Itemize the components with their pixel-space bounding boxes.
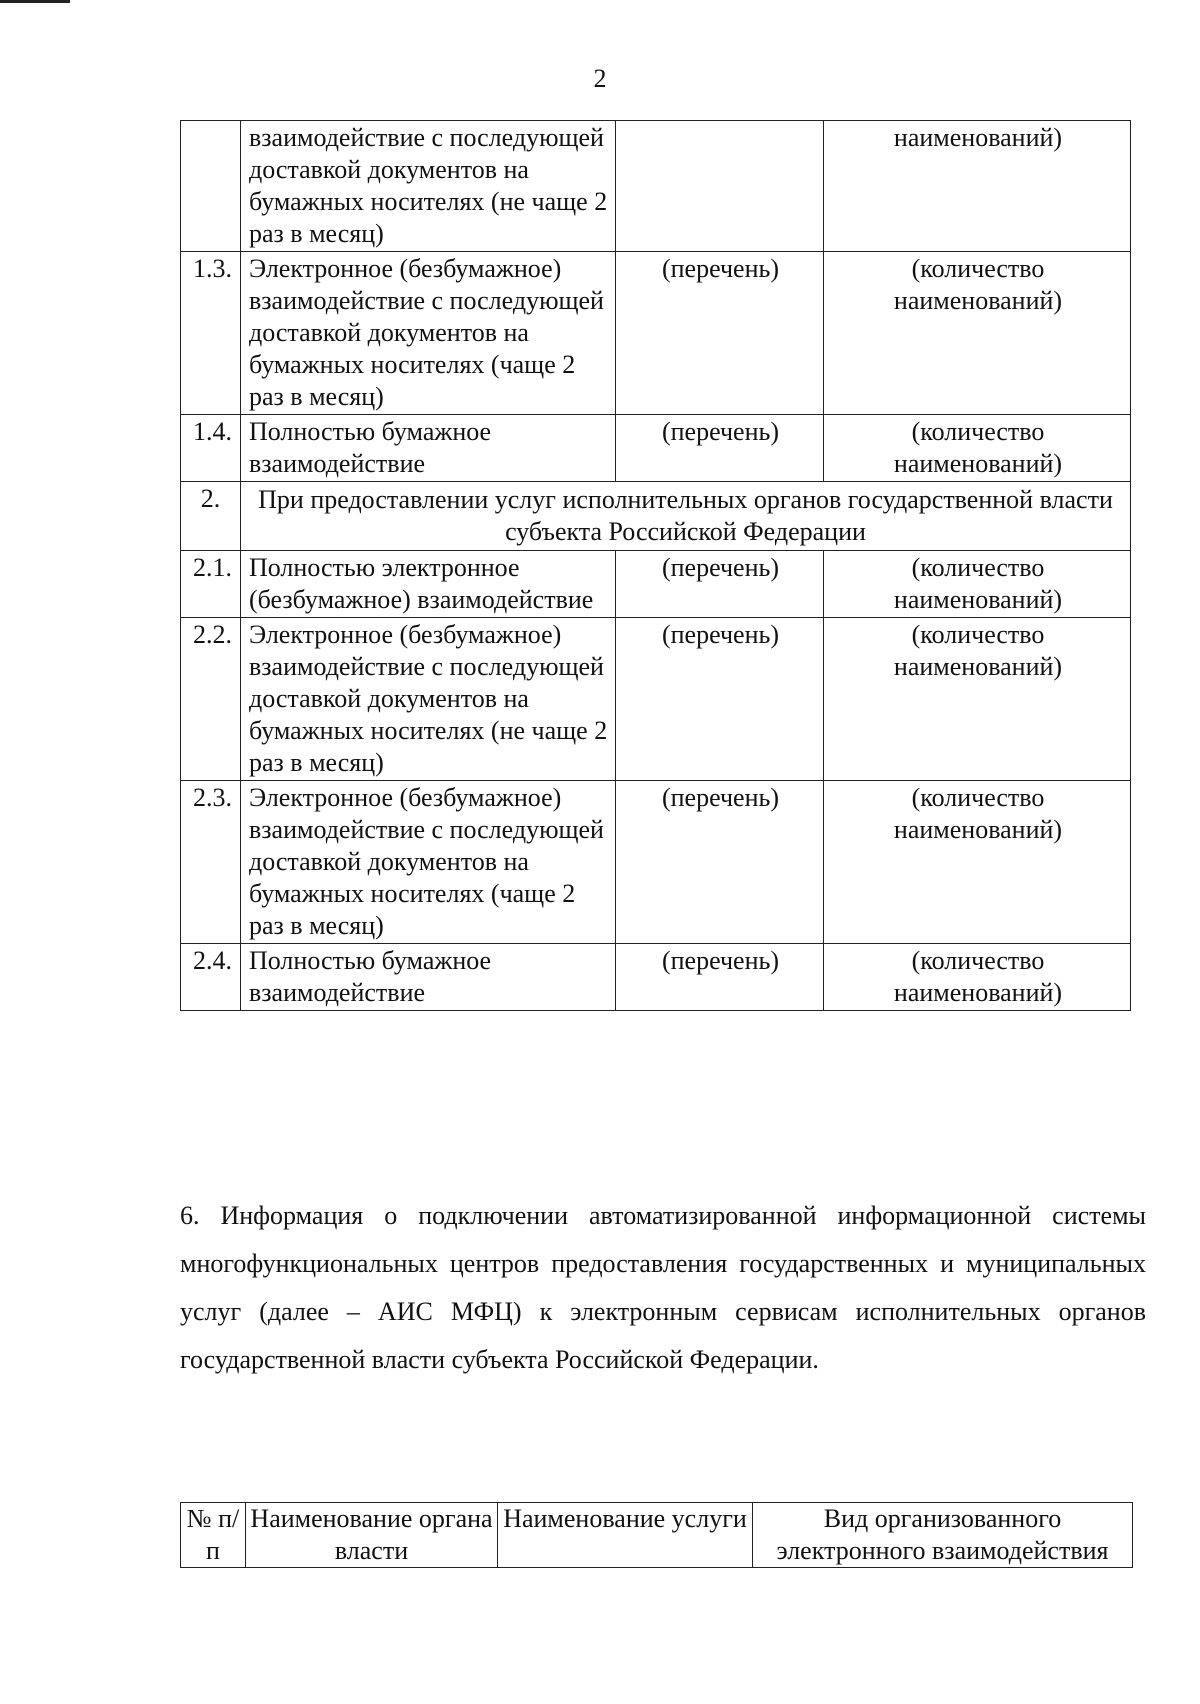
row-number: 1.3. [181,252,241,415]
col-header-number: № п/п [181,1503,246,1568]
row-number: 2.4. [181,944,241,1011]
page-number: 2 [593,64,607,93]
col-header-authority: Наименование органа власти [246,1503,498,1568]
interaction-type: Полностью бумажное взаимодействие [241,944,616,1011]
table-row [181,415,1131,482]
interaction-type: Электронное (безбумажное) взаимодействие с последующей доставкой документов на бумажных носителях (чаще 2 раз в месяц) [241,781,616,944]
table-row [181,121,1131,252]
corner-scan-mark [0,0,70,3]
services-interaction-table [180,120,1131,1011]
services-list [616,121,824,252]
services-list: (перечень) [616,415,824,482]
services-count: (количество наименований) [824,781,1131,944]
section-6-paragraph: 6. Информация о подключении автоматизированной информационной системы многофункциональных центров предоставления государственных и муниципальных услуг (далее – АИС МФЦ) к электронным сервисам исполнительных органов государственной власти субъекта Российской Федерации. [180,1201,1146,1374]
section-title: При предоставлении услуг исполнительных органов государственной власти субъекта Российской Федерации [241,482,1131,551]
ais-mfc-connection-table [180,1502,1133,1568]
services-count: (количество наименований) [824,944,1131,1011]
services-list: (перечень) [616,944,824,1011]
interaction-type: Полностью электронное (безбумажное) взаимодействие [241,551,616,618]
services-count: (количество наименований) [824,551,1131,618]
row-number: 2.1. [181,551,241,618]
interaction-type: Полностью бумажное взаимодействие [241,415,616,482]
services-count: (количество наименований) [824,618,1131,781]
table-row [181,781,1131,944]
section-number: 2. [181,482,241,551]
col-header-interaction-type: Вид организованного электронного взаимодействия [753,1503,1133,1568]
table-row [181,252,1131,415]
section-row [181,482,1131,551]
table-row [181,944,1131,1011]
services-count: (количество наименований) [824,252,1131,415]
services-count: наименований) [824,121,1131,252]
table-row [181,618,1131,781]
row-number: 2.3. [181,781,241,944]
table-row [181,551,1131,618]
table-header-row [181,1503,1133,1568]
interaction-type: Электронное (безбумажное) взаимодействие с последующей доставкой документов на бумажных носителях (не чаще 2 раз в месяц) [241,618,616,781]
services-list: (перечень) [616,252,824,415]
interaction-type: Электронное (безбумажное) взаимодействие с последующей доставкой документов на бумажных носителях (чаще 2 раз в месяц) [241,252,616,415]
services-list: (перечень) [616,781,824,944]
interaction-type: взаимодействие с последующей доставкой документов на бумажных носителях (не чаще 2 раз в месяц) [241,121,616,252]
services-list: (перечень) [616,618,824,781]
row-number [181,121,241,252]
row-number: 2.2. [181,618,241,781]
services-list: (перечень) [616,551,824,618]
row-number: 1.4. [181,415,241,482]
col-header-service: Наименование услуги [498,1503,753,1568]
services-count: (количество наименований) [824,415,1131,482]
